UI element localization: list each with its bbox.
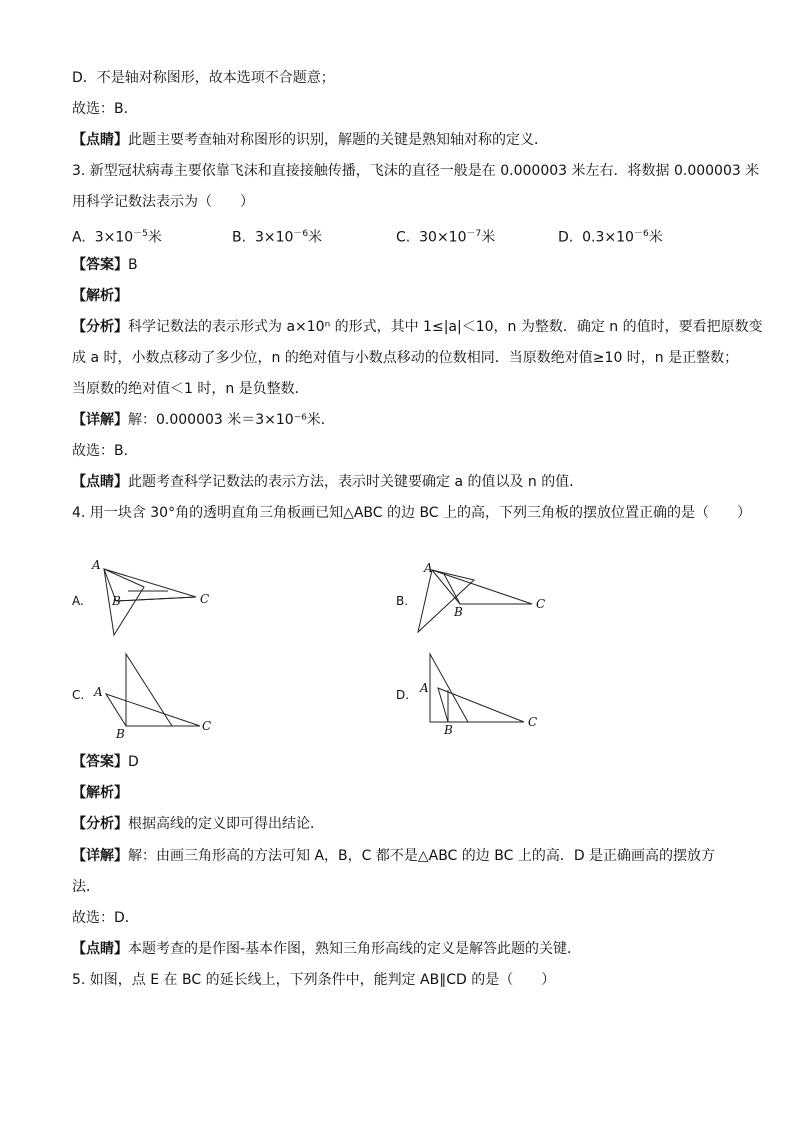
- prev-d-line: D．不是轴对称图形，故本选项不合题意；: [72, 70, 335, 86]
- q4-fenxi: 【分析】根据高线的定义即可得出结论．: [72, 816, 324, 832]
- q4-figure-c: [88, 650, 228, 744]
- q3-option-b: B. $3\times 10^{-6}$米: [232, 229, 323, 246]
- vertex-b-label: B: [454, 605, 463, 619]
- q4-answer: 【答案】D: [72, 754, 139, 770]
- q4-figure-b: [412, 560, 552, 644]
- q3-fenxi-1: 【分析】科学记数法的表示形式为 a×10ⁿ 的形式，其中 1≤|a|＜10，n 为整数．确定 n 的值时，要看把原数变: [72, 319, 763, 335]
- vertex-c-label: C: [528, 715, 538, 729]
- q3-fenxi-2: 成 a 时，小数点移动了多少位，n 的绝对值与小数点移动的位数相同．当原数绝对值≥10 时，n 是正整数；: [72, 350, 739, 366]
- vertex-b-label: B: [444, 723, 453, 737]
- q4-figure-d-label: D.: [396, 688, 410, 702]
- q4-figure-a-label: A.: [72, 594, 84, 608]
- vertex-b-label: B: [116, 727, 125, 740]
- q4-analysis-tag: 【解析】: [72, 785, 128, 801]
- q3-analysis-tag: 【解析】: [72, 288, 128, 304]
- q4-figure-d: [412, 650, 552, 744]
- vertex-c-label: C: [202, 719, 212, 733]
- q3-comment: 【点睛】此题考查科学记数法的表示方法，表示时关键要确定 a 的值以及 n 的值．: [72, 474, 584, 490]
- q5-stem: 5. 如图，点 E 在 BC 的延长线上，下列条件中，能判定 AB∥CD 的是（ ）: [72, 972, 556, 988]
- vertex-a-label: A: [92, 558, 101, 572]
- comment-text: 此题主要考查轴对称图形的识别，解题的关键是熟知轴对称的定义．: [128, 132, 548, 148]
- q4-choice: 故选：D．: [72, 910, 139, 926]
- q3-detail: 【详解】解：0.000003 米＝3×10⁻⁶米．: [72, 412, 335, 428]
- q4-comment: 【点睛】本题考查的是作图-基本作图，熟知三角形高线的定义是解答此题的关键．: [72, 941, 582, 957]
- q3-option-d: D. $0.3\times 10^{-6}$米: [558, 229, 663, 246]
- q3-answer: 【答案】B: [72, 257, 138, 273]
- triangle-abc: [432, 570, 532, 604]
- q4-detail-1: 【详解】解：由画三角形高的方法可知 A，B，C 都不是△ABC 的边 BC 上的高．D 是正确画高的摆放方: [72, 848, 716, 864]
- q3-stem-1: 3. 新型冠状病毒主要依靠飞沫和直接接触传播，飞沫的直径一般是在 0.000003 米左右．将数据 0.000003 米: [72, 163, 760, 179]
- q3-fenxi-3: 当原数的绝对值＜1 时，n 是负整数．: [72, 381, 309, 397]
- q4-figure-a: [88, 553, 228, 647]
- triangle-ruler: [126, 654, 172, 726]
- triangle-ruler: [430, 654, 468, 722]
- triangle-abc: [106, 694, 200, 726]
- vertex-b-label: B: [112, 594, 121, 608]
- q3-stem-2: 用科学记数法表示为（ ）: [72, 194, 254, 210]
- prev-choice: 故选：B．: [72, 101, 138, 117]
- q4-detail-2: 法．: [72, 879, 100, 895]
- q4-stem: 4. 用一块含 30°角的透明直角三角板画已知△ABC 的边 BC 上的高，下列三角板的摆放位置正确的是（ ）: [72, 505, 752, 521]
- triangle-abc: [438, 688, 524, 722]
- q3-option-c: C. $30\times 10^{-7}$米: [396, 229, 496, 246]
- q3-option-a: A. $3\times 10^{-5}$米: [72, 229, 162, 246]
- vertex-c-label: C: [536, 597, 546, 611]
- q3-choice: 故选：B．: [72, 443, 138, 459]
- vertex-a-label: A: [420, 681, 429, 695]
- triangle-ruler: [418, 570, 474, 632]
- q4-figure-b-label: B.: [396, 594, 409, 608]
- prev-comment: [72, 130, 548, 150]
- vertex-a-label: A: [424, 561, 433, 575]
- vertex-a-label: A: [94, 685, 103, 699]
- vertex-c-label: C: [200, 592, 210, 606]
- q4-figure-c-label: C.: [72, 688, 85, 702]
- comment-tag: 【点睛】: [72, 132, 128, 148]
- segment-bc: [116, 597, 196, 601]
